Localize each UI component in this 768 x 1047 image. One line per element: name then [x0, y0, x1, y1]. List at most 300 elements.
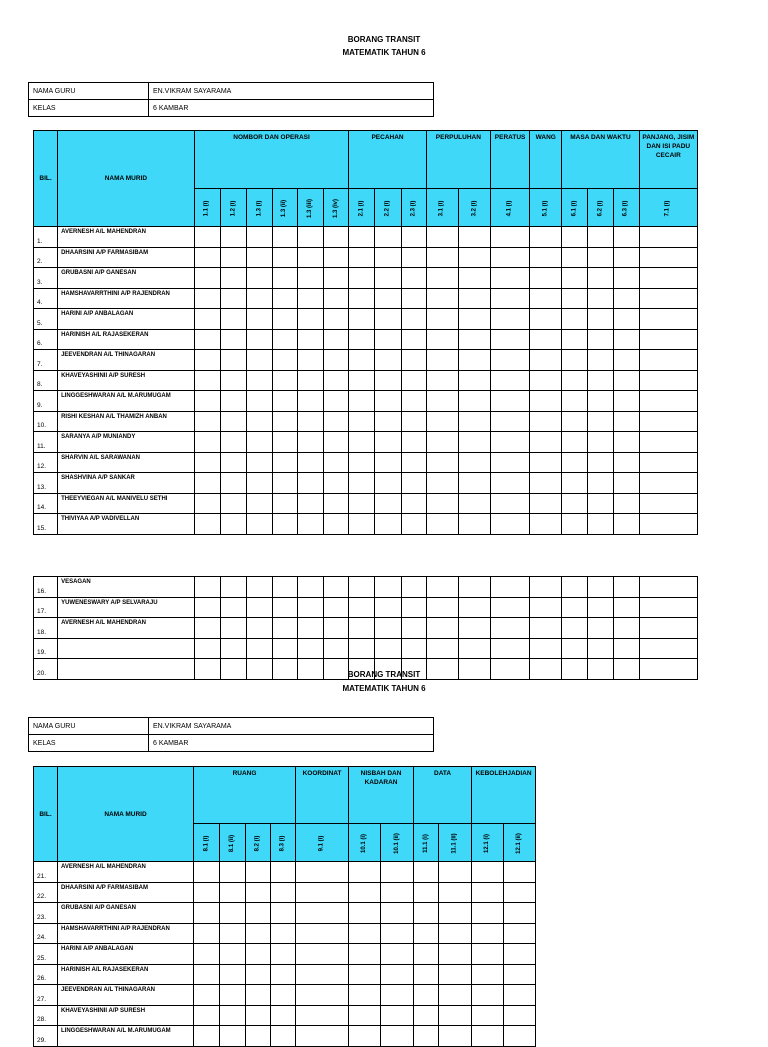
mark-cell[interactable] [639, 473, 697, 494]
mark-cell[interactable] [458, 268, 490, 289]
mark-cell[interactable] [530, 227, 562, 248]
mark-cell[interactable] [349, 227, 375, 248]
mark-cell[interactable] [472, 1005, 504, 1026]
mark-cell[interactable] [349, 944, 381, 965]
mark-cell[interactable] [588, 268, 613, 289]
mark-cell[interactable] [439, 862, 472, 883]
mark-cell[interactable] [401, 473, 426, 494]
mark-cell[interactable] [588, 452, 613, 473]
mark-cell[interactable] [220, 597, 246, 618]
mark-cell[interactable] [426, 309, 458, 330]
mark-cell[interactable] [194, 309, 220, 330]
mark-cell[interactable] [458, 370, 490, 391]
mark-cell[interactable] [439, 882, 472, 903]
mark-cell[interactable] [381, 882, 414, 903]
mark-cell[interactable] [194, 882, 220, 903]
mark-cell[interactable] [273, 432, 298, 453]
mark-cell[interactable] [349, 882, 381, 903]
mark-cell[interactable] [349, 329, 375, 350]
mark-cell[interactable] [426, 432, 458, 453]
mark-cell[interactable] [246, 638, 272, 659]
mark-cell[interactable] [472, 903, 504, 924]
mark-cell[interactable] [194, 268, 220, 289]
mark-cell[interactable] [194, 473, 220, 494]
mark-cell[interactable] [246, 514, 272, 535]
mark-cell[interactable] [375, 309, 401, 330]
mark-cell[interactable] [194, 577, 220, 598]
mark-cell[interactable] [401, 597, 426, 618]
mark-cell[interactable] [375, 329, 401, 350]
mark-cell[interactable] [194, 432, 220, 453]
mark-cell[interactable] [530, 247, 562, 268]
mark-cell[interactable] [381, 923, 414, 944]
mark-cell[interactable] [426, 268, 458, 289]
mark-cell[interactable] [381, 1026, 414, 1047]
mark-cell[interactable] [271, 882, 296, 903]
mark-cell[interactable] [639, 411, 697, 432]
mark-cell[interactable] [562, 638, 588, 659]
mark-cell[interactable] [375, 493, 401, 514]
mark-cell[interactable] [588, 514, 613, 535]
mark-cell[interactable] [562, 288, 588, 309]
mark-cell[interactable] [401, 268, 426, 289]
mark-cell[interactable] [458, 493, 490, 514]
mark-cell[interactable] [426, 329, 458, 350]
mark-cell[interactable] [246, 452, 272, 473]
mark-cell[interactable] [273, 329, 298, 350]
mark-cell[interactable] [504, 964, 536, 985]
mark-cell[interactable] [349, 964, 381, 985]
mark-cell[interactable] [324, 350, 349, 371]
mark-cell[interactable] [324, 514, 349, 535]
mark-cell[interactable] [439, 964, 472, 985]
mark-cell[interactable] [562, 268, 588, 289]
mark-cell[interactable] [324, 411, 349, 432]
mark-cell[interactable] [491, 411, 530, 432]
mark-cell[interactable] [349, 309, 375, 330]
mark-cell[interactable] [194, 638, 220, 659]
mark-cell[interactable] [324, 638, 349, 659]
mark-cell[interactable] [220, 1005, 246, 1026]
mark-cell[interactable] [613, 452, 639, 473]
mark-cell[interactable] [639, 247, 697, 268]
mark-cell[interactable] [194, 1026, 220, 1047]
mark-cell[interactable] [639, 309, 697, 330]
mark-cell[interactable] [296, 882, 349, 903]
mark-cell[interactable] [414, 862, 439, 883]
mark-cell[interactable] [490, 638, 529, 659]
mark-cell[interactable] [530, 370, 562, 391]
mark-cell[interactable] [613, 577, 639, 598]
mark-cell[interactable] [458, 618, 490, 639]
mark-cell[interactable] [613, 391, 639, 412]
mark-cell[interactable] [220, 309, 246, 330]
mark-cell[interactable] [246, 923, 271, 944]
mark-cell[interactable] [458, 329, 490, 350]
mark-cell[interactable] [588, 411, 613, 432]
mark-cell[interactable] [401, 411, 426, 432]
mark-cell[interactable] [414, 1005, 439, 1026]
mark-cell[interactable] [401, 432, 426, 453]
mark-cell[interactable] [639, 493, 697, 514]
mark-cell[interactable] [298, 350, 324, 371]
mark-cell[interactable] [349, 288, 375, 309]
mark-cell[interactable] [271, 923, 296, 944]
mark-cell[interactable] [613, 432, 639, 453]
mark-cell[interactable] [220, 882, 246, 903]
mark-cell[interactable] [562, 432, 588, 453]
mark-cell[interactable] [375, 452, 401, 473]
mark-cell[interactable] [562, 247, 588, 268]
mark-cell[interactable] [246, 493, 272, 514]
mark-cell[interactable] [530, 452, 562, 473]
mark-cell[interactable] [491, 350, 530, 371]
mark-cell[interactable] [530, 350, 562, 371]
mark-cell[interactable] [220, 411, 246, 432]
mark-cell[interactable] [530, 638, 562, 659]
mark-cell[interactable] [439, 1005, 472, 1026]
mark-cell[interactable] [426, 638, 458, 659]
mark-cell[interactable] [458, 452, 490, 473]
mark-cell[interactable] [562, 227, 588, 248]
mark-cell[interactable] [324, 493, 349, 514]
mark-cell[interactable] [639, 577, 697, 598]
mark-cell[interactable] [273, 618, 298, 639]
mark-cell[interactable] [324, 247, 349, 268]
mark-cell[interactable] [273, 597, 298, 618]
mark-cell[interactable] [349, 452, 375, 473]
mark-cell[interactable] [588, 618, 613, 639]
mark-cell[interactable] [426, 618, 458, 639]
mark-cell[interactable] [246, 391, 272, 412]
mark-cell[interactable] [273, 493, 298, 514]
mark-cell[interactable] [194, 862, 220, 883]
mark-cell[interactable] [194, 350, 220, 371]
mark-cell[interactable] [426, 391, 458, 412]
mark-cell[interactable] [504, 903, 536, 924]
mark-cell[interactable] [296, 1005, 349, 1026]
mark-cell[interactable] [458, 227, 490, 248]
mark-cell[interactable] [296, 862, 349, 883]
mark-cell[interactable] [613, 350, 639, 371]
mark-cell[interactable] [220, 452, 246, 473]
mark-cell[interactable] [613, 227, 639, 248]
mark-cell[interactable] [194, 618, 220, 639]
mark-cell[interactable] [562, 391, 588, 412]
mark-cell[interactable] [220, 370, 246, 391]
mark-cell[interactable] [246, 1005, 271, 1026]
mark-cell[interactable] [349, 247, 375, 268]
mark-cell[interactable] [220, 964, 246, 985]
mark-cell[interactable] [298, 227, 324, 248]
mark-cell[interactable] [588, 577, 613, 598]
mark-cell[interactable] [349, 268, 375, 289]
mark-cell[interactable] [504, 1026, 536, 1047]
mark-cell[interactable] [562, 329, 588, 350]
mark-cell[interactable] [530, 493, 562, 514]
mark-cell[interactable] [246, 882, 271, 903]
mark-cell[interactable] [349, 577, 375, 598]
mark-cell[interactable] [491, 432, 530, 453]
mark-cell[interactable] [562, 493, 588, 514]
mark-cell[interactable] [324, 329, 349, 350]
mark-cell[interactable] [588, 350, 613, 371]
mark-cell[interactable] [414, 903, 439, 924]
mark-cell[interactable] [639, 288, 697, 309]
mark-cell[interactable] [324, 432, 349, 453]
mark-cell[interactable] [562, 309, 588, 330]
mark-cell[interactable] [246, 309, 272, 330]
mark-cell[interactable] [639, 350, 697, 371]
mark-cell[interactable] [246, 473, 272, 494]
mark-cell[interactable] [246, 288, 272, 309]
mark-cell[interactable] [298, 247, 324, 268]
mark-cell[interactable] [613, 597, 639, 618]
mark-cell[interactable] [220, 350, 246, 371]
mark-cell[interactable] [458, 288, 490, 309]
mark-cell[interactable] [426, 247, 458, 268]
mark-cell[interactable] [588, 247, 613, 268]
mark-cell[interactable] [194, 514, 220, 535]
mark-cell[interactable] [530, 329, 562, 350]
mark-cell[interactable] [375, 391, 401, 412]
mark-cell[interactable] [588, 309, 613, 330]
mark-cell[interactable] [401, 329, 426, 350]
mark-cell[interactable] [246, 227, 272, 248]
mark-cell[interactable] [298, 411, 324, 432]
mark-cell[interactable] [613, 638, 639, 659]
mark-cell[interactable] [562, 411, 588, 432]
mark-cell[interactable] [324, 227, 349, 248]
mark-cell[interactable] [504, 882, 536, 903]
mark-cell[interactable] [426, 514, 458, 535]
mark-cell[interactable] [324, 452, 349, 473]
mark-cell[interactable] [530, 473, 562, 494]
mark-cell[interactable] [401, 391, 426, 412]
mark-cell[interactable] [401, 247, 426, 268]
mark-cell[interactable] [375, 350, 401, 371]
mark-cell[interactable] [588, 227, 613, 248]
mark-cell[interactable] [490, 597, 529, 618]
mark-cell[interactable] [472, 862, 504, 883]
mark-cell[interactable] [504, 923, 536, 944]
mark-cell[interactable] [458, 597, 490, 618]
mark-cell[interactable] [298, 288, 324, 309]
mark-cell[interactable] [220, 329, 246, 350]
mark-cell[interactable] [472, 944, 504, 965]
mark-cell[interactable] [220, 944, 246, 965]
mark-cell[interactable] [271, 944, 296, 965]
mark-cell[interactable] [530, 597, 562, 618]
mark-cell[interactable] [530, 577, 562, 598]
mark-cell[interactable] [613, 309, 639, 330]
mark-cell[interactable] [504, 1005, 536, 1026]
mark-cell[interactable] [401, 493, 426, 514]
mark-cell[interactable] [458, 411, 490, 432]
mark-cell[interactable] [375, 638, 401, 659]
mark-cell[interactable] [246, 577, 272, 598]
mark-cell[interactable] [220, 227, 246, 248]
mark-cell[interactable] [375, 247, 401, 268]
mark-cell[interactable] [458, 514, 490, 535]
mark-cell[interactable] [414, 923, 439, 944]
mark-cell[interactable] [246, 329, 272, 350]
mark-cell[interactable] [588, 391, 613, 412]
mark-cell[interactable] [530, 514, 562, 535]
mark-cell[interactable] [296, 923, 349, 944]
mark-cell[interactable] [381, 944, 414, 965]
mark-cell[interactable] [273, 350, 298, 371]
mark-cell[interactable] [439, 903, 472, 924]
mark-cell[interactable] [349, 1005, 381, 1026]
mark-cell[interactable] [298, 452, 324, 473]
mark-cell[interactable] [194, 964, 220, 985]
mark-cell[interactable] [324, 288, 349, 309]
mark-cell[interactable] [491, 452, 530, 473]
mark-cell[interactable] [530, 618, 562, 639]
mark-cell[interactable] [194, 1005, 220, 1026]
mark-cell[interactable] [298, 514, 324, 535]
mark-cell[interactable] [530, 309, 562, 330]
mark-cell[interactable] [639, 618, 697, 639]
mark-cell[interactable] [349, 514, 375, 535]
mark-cell[interactable] [381, 903, 414, 924]
mark-cell[interactable] [296, 1026, 349, 1047]
mark-cell[interactable] [426, 597, 458, 618]
mark-cell[interactable] [273, 391, 298, 412]
mark-cell[interactable] [194, 493, 220, 514]
mark-cell[interactable] [458, 309, 490, 330]
mark-cell[interactable] [588, 288, 613, 309]
mark-cell[interactable] [271, 862, 296, 883]
mark-cell[interactable] [246, 370, 272, 391]
mark-cell[interactable] [194, 227, 220, 248]
mark-cell[interactable] [426, 411, 458, 432]
mark-cell[interactable] [613, 473, 639, 494]
mark-cell[interactable] [349, 493, 375, 514]
mark-cell[interactable] [349, 370, 375, 391]
mark-cell[interactable] [349, 391, 375, 412]
mark-cell[interactable] [458, 350, 490, 371]
mark-cell[interactable] [639, 597, 697, 618]
mark-cell[interactable] [298, 638, 324, 659]
mark-cell[interactable] [194, 944, 220, 965]
mark-cell[interactable] [246, 247, 272, 268]
mark-cell[interactable] [458, 432, 490, 453]
mark-cell[interactable] [220, 1026, 246, 1047]
mark-cell[interactable] [401, 452, 426, 473]
mark-cell[interactable] [491, 329, 530, 350]
mark-cell[interactable] [414, 1026, 439, 1047]
mark-cell[interactable] [530, 288, 562, 309]
mark-cell[interactable] [220, 288, 246, 309]
mark-cell[interactable] [246, 432, 272, 453]
mark-cell[interactable] [588, 638, 613, 659]
mark-cell[interactable] [613, 288, 639, 309]
mark-cell[interactable] [562, 618, 588, 639]
mark-cell[interactable] [639, 391, 697, 412]
mark-cell[interactable] [439, 985, 472, 1006]
mark-cell[interactable] [375, 597, 401, 618]
mark-cell[interactable] [296, 964, 349, 985]
mark-cell[interactable] [246, 618, 272, 639]
mark-cell[interactable] [194, 452, 220, 473]
mark-cell[interactable] [472, 882, 504, 903]
mark-cell[interactable] [296, 985, 349, 1006]
mark-cell[interactable] [491, 391, 530, 412]
mark-cell[interactable] [298, 432, 324, 453]
mark-cell[interactable] [401, 350, 426, 371]
mark-cell[interactable] [298, 391, 324, 412]
mark-cell[interactable] [298, 329, 324, 350]
mark-cell[interactable] [458, 638, 490, 659]
mark-cell[interactable] [324, 268, 349, 289]
mark-cell[interactable] [491, 309, 530, 330]
mark-cell[interactable] [491, 473, 530, 494]
mark-cell[interactable] [401, 227, 426, 248]
mark-cell[interactable] [588, 597, 613, 618]
mark-cell[interactable] [414, 882, 439, 903]
mark-cell[interactable] [194, 329, 220, 350]
mark-cell[interactable] [220, 577, 246, 598]
mark-cell[interactable] [458, 473, 490, 494]
mark-cell[interactable] [639, 329, 697, 350]
mark-cell[interactable] [375, 577, 401, 598]
mark-cell[interactable] [375, 370, 401, 391]
mark-cell[interactable] [194, 903, 220, 924]
mark-cell[interactable] [349, 862, 381, 883]
mark-cell[interactable] [220, 268, 246, 289]
mark-cell[interactable] [375, 411, 401, 432]
mark-cell[interactable] [613, 268, 639, 289]
mark-cell[interactable] [381, 1005, 414, 1026]
mark-cell[interactable] [246, 903, 271, 924]
mark-cell[interactable] [426, 227, 458, 248]
mark-cell[interactable] [375, 268, 401, 289]
mark-cell[interactable] [220, 862, 246, 883]
mark-cell[interactable] [426, 370, 458, 391]
mark-cell[interactable] [562, 514, 588, 535]
mark-cell[interactable] [246, 268, 272, 289]
mark-cell[interactable] [639, 432, 697, 453]
mark-cell[interactable] [491, 288, 530, 309]
mark-cell[interactable] [349, 1026, 381, 1047]
mark-cell[interactable] [349, 923, 381, 944]
mark-cell[interactable] [530, 432, 562, 453]
mark-cell[interactable] [504, 985, 536, 1006]
mark-cell[interactable] [194, 411, 220, 432]
mark-cell[interactable] [381, 964, 414, 985]
mark-cell[interactable] [439, 1026, 472, 1047]
mark-cell[interactable] [375, 432, 401, 453]
mark-cell[interactable] [271, 1005, 296, 1026]
mark-cell[interactable] [375, 514, 401, 535]
mark-cell[interactable] [324, 577, 349, 598]
mark-cell[interactable] [246, 944, 271, 965]
mark-cell[interactable] [613, 493, 639, 514]
mark-cell[interactable] [220, 903, 246, 924]
mark-cell[interactable] [349, 985, 381, 1006]
mark-cell[interactable] [472, 1026, 504, 1047]
mark-cell[interactable] [220, 473, 246, 494]
mark-cell[interactable] [220, 985, 246, 1006]
mark-cell[interactable] [639, 514, 697, 535]
mark-cell[interactable] [246, 985, 271, 1006]
mark-cell[interactable] [491, 268, 530, 289]
mark-cell[interactable] [273, 577, 298, 598]
mark-cell[interactable] [246, 350, 272, 371]
mark-cell[interactable] [273, 473, 298, 494]
